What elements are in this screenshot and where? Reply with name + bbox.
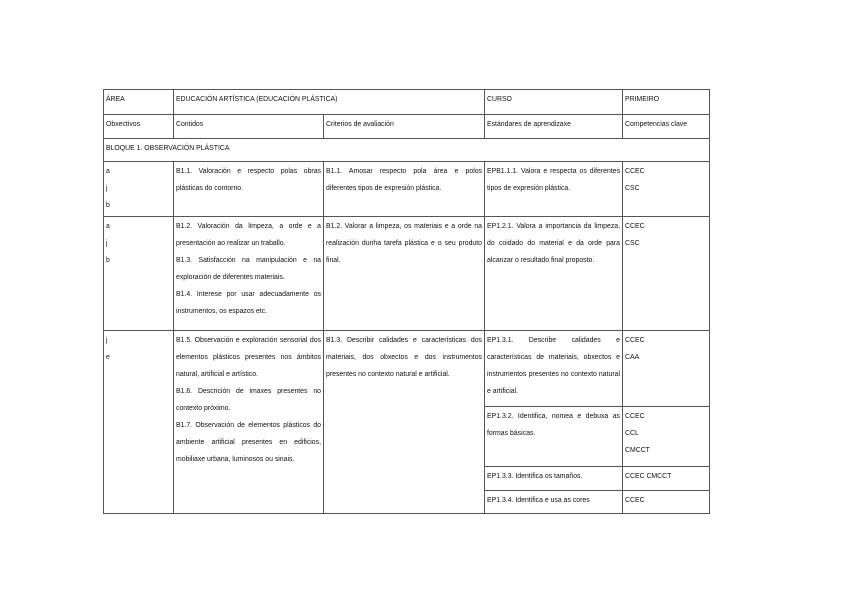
standard-cell: EP1.2.1. Valora a importancia da limpeza, do coidado do material e da orde para alcanzar o resultado final proposto.	[485, 217, 623, 331]
block-row	[104, 139, 710, 162]
content-item: B1.7. Observación de elementos plásticos do ambiente artificial presentes en edificios, mobiliaxe urbana, luminosos ou sinais.	[176, 422, 321, 463]
content-item: B1.2. Valoración da limpeza, a orde e a presentación ao realizar un traballo.	[176, 223, 321, 247]
criteria-cell: B1.3. Describir calidades e características dos materiais, dos obxectos e dos instrumentos presentes no contexto natural e artificial.	[324, 331, 485, 514]
objectives-cell	[104, 217, 174, 331]
contents-cell	[174, 217, 324, 331]
standard-cell: EP1.3.3. Identifica os tamaños.	[485, 467, 623, 491]
course-label: CURSO	[485, 90, 623, 115]
competence-item: CSC	[625, 185, 640, 192]
competence-item: CCL	[625, 430, 639, 437]
competence-item: CMCCT	[625, 447, 650, 454]
course-value: PRIMEIRO	[623, 90, 710, 115]
competences-cell	[623, 467, 710, 491]
contents-cell	[174, 331, 324, 514]
competence-item: CCEC	[625, 413, 645, 420]
content-item: B1.6. Descrición de imaxes presentes no contexto próximo.	[176, 388, 321, 412]
content-item: B1.3. Satisfacción na manipulación e na exploración de diferentes materiais.	[176, 257, 321, 281]
competence-item: CCEC	[625, 168, 645, 175]
col-objectives: Obxectivos	[104, 115, 174, 139]
area-value: EDUCACIÓN ARTÍSTICA (EDUCACIÓN PLÁSTICA)	[174, 90, 485, 115]
objectives-cell	[104, 162, 174, 217]
column-header-row	[104, 115, 710, 139]
content-item: B1.1. Valoración e respecto polas obras plásticas do contorno.	[176, 168, 321, 192]
criteria-cell: B1.2. Valorar a limpeza, os materiais e a orde na realización dunha tarefa plástica e o seu produto final.	[324, 217, 485, 331]
table-row	[104, 217, 710, 331]
competences-cell	[623, 491, 710, 514]
standard-cell: EPB1.1.1. Valora e respecta os diferentes tipos de expresión plástica.	[485, 162, 623, 217]
competence-item: CCEC	[625, 223, 645, 230]
competence-item: CCEC	[625, 497, 645, 504]
standard-cell: EP1.3.1. Describe calidades e características de materiais, obxectos e instrumentos presentes no contexto natural e artificial.	[485, 331, 623, 407]
header-row	[104, 90, 710, 115]
col-contents: Contidos	[174, 115, 324, 139]
contents-cell	[174, 162, 324, 217]
col-standards: Estándares de aprendizaxe	[485, 115, 623, 139]
content-item: B1.5. Observación e exploración sensorial dos elementos plásticos presentes nos ámbitos natural, artificial e artístico.	[176, 337, 321, 378]
objective-item: j	[106, 337, 108, 344]
table-row	[104, 162, 710, 217]
objective-item: e	[106, 354, 110, 361]
standard-text-clipped: EP1.3.4. Identifica e usa as cores	[487, 497, 590, 504]
curriculum-sheet	[103, 89, 710, 514]
block-title: BLOQUE 1. OBSERVACIÓN PLÁSTICA	[104, 139, 710, 162]
objective-item: a	[106, 223, 110, 230]
objective-item: j	[106, 185, 108, 192]
standard-cell: EP1.3.2. Identifica, nomea e debuxa as formas básicas.	[485, 407, 623, 467]
competences-cell	[623, 162, 710, 217]
objectives-cell	[104, 331, 174, 514]
table-row	[104, 331, 710, 407]
col-competences: Competencias clave	[623, 115, 710, 139]
competences-cell	[623, 331, 710, 407]
competence-item: CCEC CMCCT	[625, 473, 672, 480]
area-label: ÁREA	[104, 90, 174, 115]
competence-item: CCEC	[625, 337, 645, 344]
content-item: B1.4. Interese por usar adecuadamente os instrumentos, os espazos etc.	[176, 291, 321, 315]
competences-cell	[623, 407, 710, 467]
curriculum-table	[103, 89, 710, 514]
competence-item: CAA	[625, 354, 640, 361]
objective-item: b	[106, 202, 110, 209]
objective-item: a	[106, 168, 110, 175]
col-criteria: Criterios de avaliación	[324, 115, 485, 139]
standard-cell	[485, 491, 623, 514]
competences-cell	[623, 217, 710, 331]
objective-item: j	[106, 240, 108, 247]
objective-item: b	[106, 257, 110, 264]
criteria-cell: B1.1. Amosar respecto pola área e polos diferentes tipos de expresión plástica.	[324, 162, 485, 217]
competence-item: CSC	[625, 240, 640, 247]
